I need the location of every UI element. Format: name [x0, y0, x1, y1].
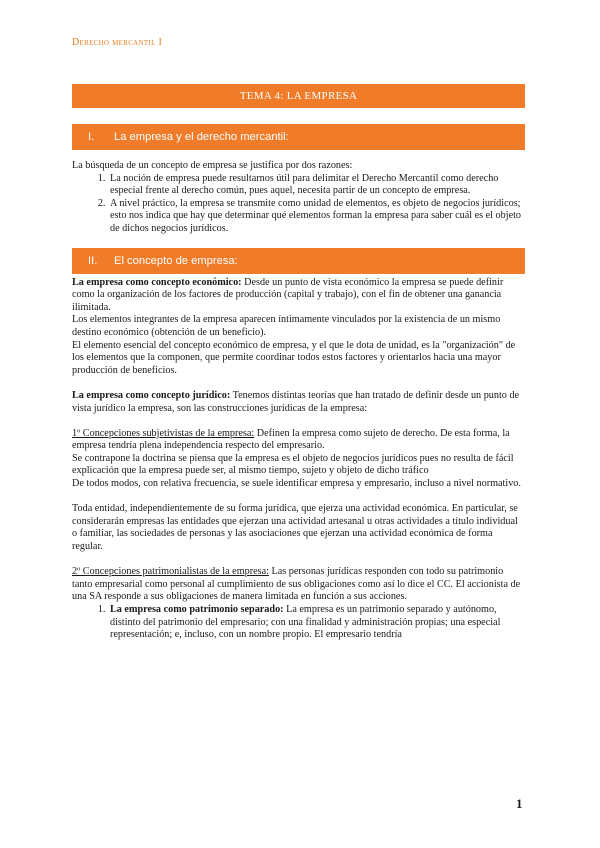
section-title: La empresa y el derecho mercantil:: [114, 131, 289, 143]
paragraph: La búsqueda de un concepto de empresa se justifica por dos razones:: [72, 160, 353, 171]
list-item: 2. A nivel práctico, la empresa se transmite como unidad de elementos, es objeto de negocios jurídicos; esto nos indica que hay que determinar qué elementos forman la empresa para saber cuál es el objeto de dichos negocios jurídicos.: [108, 198, 525, 236]
section-number: II.: [88, 254, 98, 267]
section-heading-1: [72, 124, 525, 150]
underlined-label: 2º Concepciones patrimonialistas de la empresa:: [72, 566, 269, 578]
paragraph-text: Tenemos distintas teorías que han tratado de definir desde un punto de vista jurídico la empresa, son las construcciones jurídicas de la empresa:: [72, 389, 520, 414]
paragraph-text: Las personas jurídicas responden con todo su patrimonio tanto empresarial como personal al cumplimiento de sus obligaciones como así lo dice el CC. El accionista de una SA responde a sus obligaciones de manera limitada en función a sus acciones.: [72, 566, 521, 603]
bold-label: La empresa como concepto económico:: [72, 276, 242, 288]
bold-label: La empresa como patrimonio separado:: [110, 604, 284, 615]
list-item: [108, 604, 525, 642]
paragraph: El elemento esencial del concepto económico de empresa, y el que le dota de unidad, es la "organización" de los elementos que la componen, que permite coordinar todos estos factores y orientarlos hacia una mayor producción de beneficios.: [72, 339, 516, 376]
page-number: 1: [516, 796, 523, 811]
section-title: El concepto de empresa:: [114, 254, 238, 267]
paragraph: De todos modos, con relativa frecuencia, se suele identificar empresa y empresario, incluso a nivel normativo.: [72, 478, 521, 490]
running-header: Derecho mercantil I: [72, 37, 163, 48]
section-heading-2: [72, 248, 525, 274]
paragraph-text: Desde un punto de vista económico la empresa se puede definir como la organización de los factores de producción (capital y trabajo), con el fin de obtener una ganancia ilimitada.: [72, 276, 504, 313]
paragraph: [72, 566, 525, 604]
paragraph: [72, 428, 525, 453]
list-item-text: La empresa es un patrimonio separado y autónomo, distinto del patrimonio del empresario; con una finalidad y administración propias; una especial representación; e, incluso, con un nombre propio. El empresario tendría: [110, 604, 501, 641]
chapter-title: TEMA 4: LA EMPRESA: [72, 84, 525, 108]
section-number: I.: [88, 131, 95, 143]
reasons-list: [72, 173, 525, 236]
paragraph: Se contrapone la doctrina se piensa que la empresa es el objeto de negocios jurídicos pues no resulta de fácil explicación que la empresa puede ser, al mismo tiempo, sujeto y objeto de dicho tráfico: [72, 452, 514, 477]
concepts-list: [72, 604, 525, 642]
underlined-label: 1º Concepciones subjetivistas de la empresa:: [72, 427, 255, 439]
paragraph: [72, 277, 525, 315]
document-body: [72, 84, 525, 642]
paragraph: Los elementos integrantes de la empresa aparecen íntimamente vinculados por la existencia de un mismo destino económico (obtención de un beneficio).: [72, 314, 501, 338]
paragraph: Toda entidad, independientemente de su forma jurídica, que ejerza una actividad económica. En particular, se considerarán empresas las entidades que ejerzan una actividad artesanal u otras actividades a título individual o familiar, las sociedades de personas y las asociaciones que ejerzan una actividad económica de forma regular.: [72, 503, 518, 553]
paragraph-text: Definen la empresa como sujeto de derecho. De esta forma, la empresa tendría plena independencia respecto del empresario.: [72, 427, 510, 452]
paragraph: [72, 390, 525, 415]
list-item: 1. La noción de empresa puede resultarnos útil para delimitar el Derecho Mercantil como derecho especial frente al derecho común, pues aquel, necesita partir de un concepto de empresa.: [108, 173, 525, 198]
bold-label: La empresa como concepto jurídico:: [72, 389, 231, 401]
